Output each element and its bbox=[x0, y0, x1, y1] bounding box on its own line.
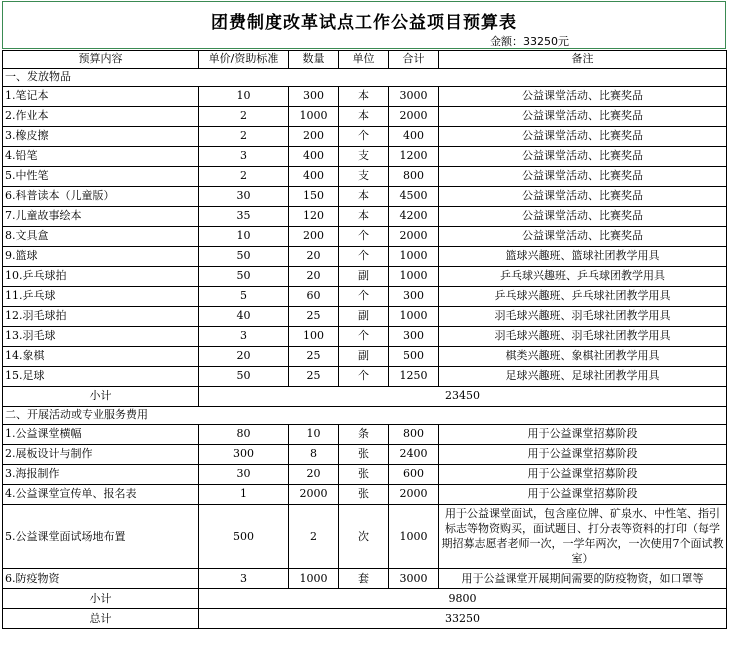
amount-label: 金额：33250元 bbox=[490, 35, 569, 48]
table-row bbox=[3, 247, 727, 267]
row-total: 300 bbox=[389, 327, 439, 347]
row-qty: 120 bbox=[289, 207, 339, 227]
table-row bbox=[3, 367, 727, 387]
row-price: 5 bbox=[199, 287, 289, 307]
table-body bbox=[3, 69, 727, 629]
row-item: 2.展板设计与制作 bbox=[3, 445, 199, 465]
row-qty: 100 bbox=[289, 327, 339, 347]
row-note: 足球兴趣班、足球社团教学用具 bbox=[439, 367, 727, 387]
row-item: 13.羽毛球 bbox=[3, 327, 199, 347]
row-total: 4500 bbox=[389, 187, 439, 207]
row-unit: 本 bbox=[339, 207, 389, 227]
row-price: 35 bbox=[199, 207, 289, 227]
row-item: 2.作业本 bbox=[3, 107, 199, 127]
row-note: 棋类兴趣班、象棋社团教学用具 bbox=[439, 347, 727, 367]
section2-title: 二、开展活动或专业服务费用 bbox=[3, 407, 727, 425]
row-note: 公益课堂活动、比赛奖品 bbox=[439, 147, 727, 167]
table-row bbox=[3, 187, 727, 207]
row-item: 15.足球 bbox=[3, 367, 199, 387]
table-row bbox=[3, 327, 727, 347]
row-total: 600 bbox=[389, 465, 439, 485]
row-qty: 25 bbox=[289, 347, 339, 367]
row-note: 公益课堂活动、比赛奖品 bbox=[439, 207, 727, 227]
table-row bbox=[3, 347, 727, 367]
table-row bbox=[3, 147, 727, 167]
section1-subtotal-row bbox=[3, 387, 727, 407]
row-price: 3 bbox=[199, 147, 289, 167]
table-row bbox=[3, 307, 727, 327]
row-note: 公益课堂活动、比赛奖品 bbox=[439, 127, 727, 147]
row-note: 羽毛球兴趣班、羽毛球社团教学用具 bbox=[439, 307, 727, 327]
row-price: 10 bbox=[199, 227, 289, 247]
row-note: 用于公益课堂面试，包含座位牌、矿泉水、中性笔、指引标志等物资购买，面试题目、打分表等资料的打印（每学期招募志愿者老师一次，一学年两次，一次使用7个面试教室） bbox=[439, 505, 727, 569]
section2-subtotal-row bbox=[3, 589, 727, 609]
header-row bbox=[3, 51, 727, 69]
row-item: 11.乒乓球 bbox=[3, 287, 199, 307]
row-price: 50 bbox=[199, 367, 289, 387]
row-note: 用于公益课堂招募阶段 bbox=[439, 465, 727, 485]
row-qty: 20 bbox=[289, 247, 339, 267]
row-item: 12.羽毛球拍 bbox=[3, 307, 199, 327]
row-total: 2000 bbox=[389, 485, 439, 505]
header-qty: 数量 bbox=[289, 51, 339, 69]
row-unit: 副 bbox=[339, 307, 389, 327]
section2-header bbox=[3, 407, 727, 425]
row-price: 50 bbox=[199, 247, 289, 267]
row-note: 用于公益课堂招募阶段 bbox=[439, 485, 727, 505]
row-item: 4.公益课堂宣传单、报名表 bbox=[3, 485, 199, 505]
header-price: 单价/资助标准 bbox=[199, 51, 289, 69]
table-row bbox=[3, 485, 727, 505]
row-note: 用于公益课堂招募阶段 bbox=[439, 425, 727, 445]
row-item: 5.中性笔 bbox=[3, 167, 199, 187]
row-note: 公益课堂活动、比赛奖品 bbox=[439, 187, 727, 207]
row-unit: 个 bbox=[339, 287, 389, 307]
budget-table bbox=[2, 50, 727, 629]
table-row bbox=[3, 465, 727, 485]
header-note: 备注 bbox=[439, 51, 727, 69]
row-note: 用于公益课堂招募阶段 bbox=[439, 445, 727, 465]
row-item: 7.儿童故事绘本 bbox=[3, 207, 199, 227]
row-unit: 张 bbox=[339, 485, 389, 505]
row-total: 800 bbox=[389, 425, 439, 445]
row-price: 10 bbox=[199, 87, 289, 107]
row-unit: 个 bbox=[339, 367, 389, 387]
row-unit: 张 bbox=[339, 465, 389, 485]
table-row bbox=[3, 167, 727, 187]
row-qty: 25 bbox=[289, 307, 339, 327]
row-total: 300 bbox=[389, 287, 439, 307]
row-unit: 个 bbox=[339, 227, 389, 247]
grand-total-label: 总计 bbox=[3, 609, 199, 629]
row-qty: 2000 bbox=[289, 485, 339, 505]
row-qty: 10 bbox=[289, 425, 339, 445]
table-row bbox=[3, 127, 727, 147]
row-total: 2000 bbox=[389, 227, 439, 247]
row-qty: 400 bbox=[289, 167, 339, 187]
row-item: 1.笔记本 bbox=[3, 87, 199, 107]
row-unit: 副 bbox=[339, 347, 389, 367]
row-price: 80 bbox=[199, 425, 289, 445]
table-row bbox=[3, 569, 727, 589]
row-total: 1250 bbox=[389, 367, 439, 387]
table-row bbox=[3, 287, 727, 307]
row-total: 1000 bbox=[389, 267, 439, 287]
row-qty: 25 bbox=[289, 367, 339, 387]
row-total: 1000 bbox=[389, 307, 439, 327]
section1-header bbox=[3, 69, 727, 87]
table-row bbox=[3, 207, 727, 227]
row-qty: 60 bbox=[289, 287, 339, 307]
row-qty: 20 bbox=[289, 465, 339, 485]
row-note: 乒乓球兴趣班、乒乓球社团教学用具 bbox=[439, 287, 727, 307]
row-item: 5.公益课堂面试场地布置 bbox=[3, 505, 199, 569]
row-total: 4200 bbox=[389, 207, 439, 227]
row-qty: 20 bbox=[289, 267, 339, 287]
row-item: 3.海报制作 bbox=[3, 465, 199, 485]
row-item: 9.篮球 bbox=[3, 247, 199, 267]
grand-total-row bbox=[3, 609, 727, 629]
row-unit: 条 bbox=[339, 425, 389, 445]
row-item: 3.橡皮擦 bbox=[3, 127, 199, 147]
table-row bbox=[3, 445, 727, 465]
row-note: 篮球兴趣班、篮球社团教学用具 bbox=[439, 247, 727, 267]
row-price: 3 bbox=[199, 569, 289, 589]
row-total: 2400 bbox=[389, 445, 439, 465]
row-unit: 本 bbox=[339, 87, 389, 107]
row-price: 20 bbox=[199, 347, 289, 367]
row-note: 公益课堂活动、比赛奖品 bbox=[439, 167, 727, 187]
row-price: 2 bbox=[199, 167, 289, 187]
row-price: 3 bbox=[199, 327, 289, 347]
header-unit: 单位 bbox=[339, 51, 389, 69]
row-item: 1.公益课堂横幅 bbox=[3, 425, 199, 445]
row-price: 30 bbox=[199, 465, 289, 485]
row-total: 1000 bbox=[389, 247, 439, 267]
row-item: 4.铅笔 bbox=[3, 147, 199, 167]
row-item: 8.文具盒 bbox=[3, 227, 199, 247]
row-qty: 200 bbox=[289, 127, 339, 147]
header-item: 预算内容 bbox=[3, 51, 199, 69]
row-qty: 1000 bbox=[289, 569, 339, 589]
row-note: 乒乓球兴趣班、乒乓球团教学用具 bbox=[439, 267, 727, 287]
section2-subtotal-label: 小计 bbox=[3, 589, 199, 609]
row-note: 公益课堂活动、比赛奖品 bbox=[439, 107, 727, 127]
row-qty: 300 bbox=[289, 87, 339, 107]
section1-subtotal-value: 23450 bbox=[199, 387, 727, 407]
row-unit: 本 bbox=[339, 107, 389, 127]
section1-title: 一、发放物品 bbox=[3, 69, 727, 87]
row-qty: 1000 bbox=[289, 107, 339, 127]
table-row bbox=[3, 87, 727, 107]
row-unit: 支 bbox=[339, 147, 389, 167]
row-note: 公益课堂活动、比赛奖品 bbox=[439, 227, 727, 247]
section2-subtotal-value: 9800 bbox=[199, 589, 727, 609]
row-note: 羽毛球兴趣班、羽毛球社团教学用具 bbox=[439, 327, 727, 347]
row-unit: 张 bbox=[339, 445, 389, 465]
row-item: 6.防疫物资 bbox=[3, 569, 199, 589]
row-price: 2 bbox=[199, 127, 289, 147]
row-unit: 支 bbox=[339, 167, 389, 187]
row-qty: 2 bbox=[289, 505, 339, 569]
row-price: 300 bbox=[199, 445, 289, 465]
row-qty: 8 bbox=[289, 445, 339, 465]
row-price: 30 bbox=[199, 187, 289, 207]
row-total: 400 bbox=[389, 127, 439, 147]
row-item: 6.科普读本（儿童版） bbox=[3, 187, 199, 207]
row-unit: 个 bbox=[339, 247, 389, 267]
row-total: 500 bbox=[389, 347, 439, 367]
row-total: 1000 bbox=[389, 505, 439, 569]
row-price: 40 bbox=[199, 307, 289, 327]
title-box bbox=[2, 1, 726, 49]
grand-total-value: 33250 bbox=[199, 609, 727, 629]
row-total: 3000 bbox=[389, 87, 439, 107]
row-price: 50 bbox=[199, 267, 289, 287]
table-row bbox=[3, 505, 727, 569]
row-unit: 副 bbox=[339, 267, 389, 287]
table-row bbox=[3, 425, 727, 445]
row-note: 公益课堂活动、比赛奖品 bbox=[439, 87, 727, 107]
row-price: 1 bbox=[199, 485, 289, 505]
row-note: 用于公益课堂开展期间需要的防疫物资，如口罩等 bbox=[439, 569, 727, 589]
table-row bbox=[3, 267, 727, 287]
row-total: 2000 bbox=[389, 107, 439, 127]
row-price: 500 bbox=[199, 505, 289, 569]
page-title: 团费制度改革试点工作公益项目预算表 bbox=[211, 13, 517, 33]
row-unit: 次 bbox=[339, 505, 389, 569]
row-unit: 个 bbox=[339, 327, 389, 347]
row-total: 3000 bbox=[389, 569, 439, 589]
header-total: 合计 bbox=[389, 51, 439, 69]
row-qty: 150 bbox=[289, 187, 339, 207]
row-total: 1200 bbox=[389, 147, 439, 167]
table-row bbox=[3, 107, 727, 127]
row-price: 2 bbox=[199, 107, 289, 127]
row-item: 14.象棋 bbox=[3, 347, 199, 367]
row-total: 800 bbox=[389, 167, 439, 187]
row-item: 10.乒乓球拍 bbox=[3, 267, 199, 287]
section1-subtotal-label: 小计 bbox=[3, 387, 199, 407]
table-row bbox=[3, 227, 727, 247]
row-qty: 400 bbox=[289, 147, 339, 167]
row-unit: 本 bbox=[339, 187, 389, 207]
row-qty: 200 bbox=[289, 227, 339, 247]
row-unit: 个 bbox=[339, 127, 389, 147]
row-unit: 套 bbox=[339, 569, 389, 589]
